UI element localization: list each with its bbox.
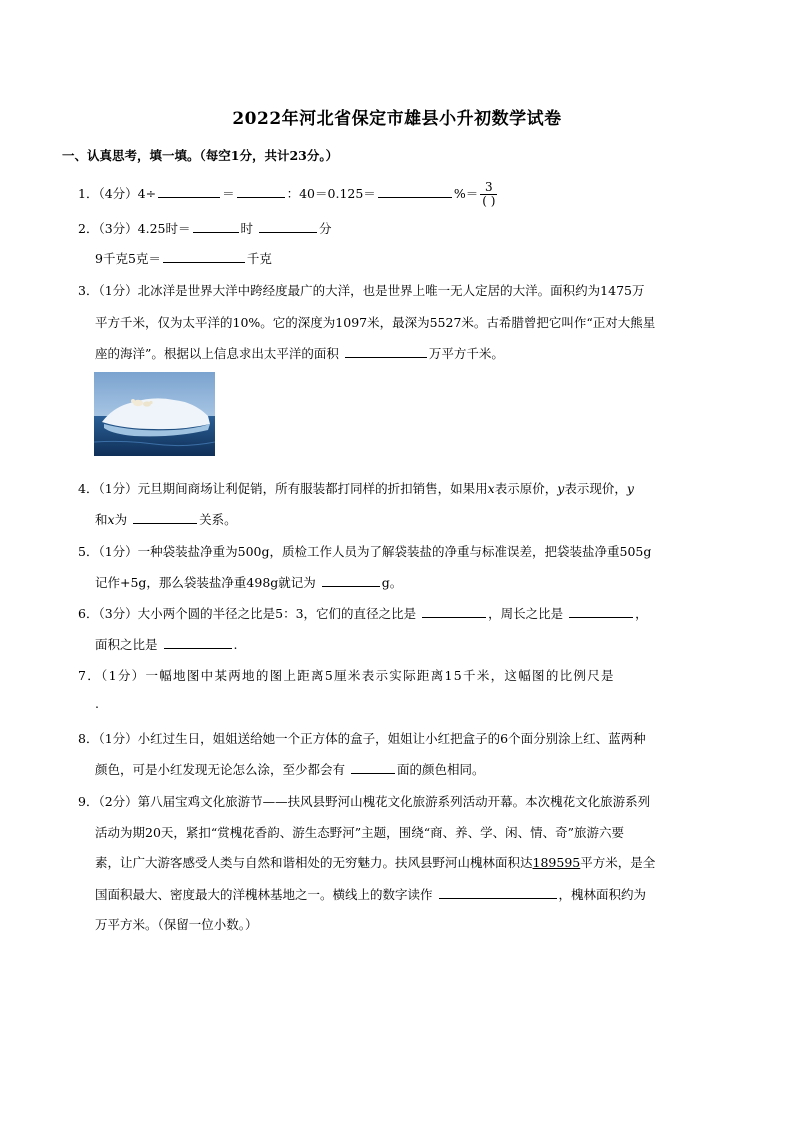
question-8-line-2: 颜色，可是小红发现无论怎么涂，至少都会有 面的颜色相同。 <box>95 762 485 777</box>
answer-blank[interactable] <box>158 185 220 198</box>
question-4-line-2: 和x为 关系。 <box>95 512 237 527</box>
answer-blank[interactable] <box>259 220 317 233</box>
page-title: 2022年河北省保定市雄县小升初数学试卷 <box>232 109 562 129</box>
answer-blank[interactable] <box>163 250 245 263</box>
question-9-line-2: 活动为期20天，紧扣“赏槐花香韵、游生态野河”主题，围绕“商、养、学、闲、情、奇”旅游六要 <box>95 825 624 840</box>
answer-blank[interactable] <box>422 605 486 618</box>
question-5-line-2: 记作+5g，那么袋装盐净重498g就记为 g。 <box>95 575 403 590</box>
question-1: 1．（4分）4÷ ＝ ：40＝0.125＝ %＝ $\frac{3}{( )}$ <box>78 180 496 208</box>
answer-blank[interactable] <box>237 185 285 198</box>
question-4: 4．（1分）元旦期间商场让利促销，所有服装都打同样的折扣销售，如果用x表示原价，y表示现价，y <box>78 481 634 496</box>
answer-blank[interactable] <box>569 605 633 618</box>
question-2: 2．（3分）4.25时＝ 时 分 <box>78 221 332 236</box>
question-7: 7．（1分）一幅地图中某两地的图上距离5厘米表示实际距离15千米，这幅图的比例尺是 <box>78 668 615 683</box>
question-7-line-2: . <box>95 696 99 711</box>
section-heading: 一、认真思考，填一填。（每空1分，共计23分。） <box>62 148 339 163</box>
question-9-line-5: 万平方米。（保留一位小数。） <box>95 917 258 932</box>
question-3: 3．（1分）北冰洋是世界大洋中跨经度最广的大洋，也是世界上唯一无人定居的大洋。面积约为1475万 <box>78 283 645 298</box>
question-5: 5．（1分）一种袋装盐净重为500g，质检工作人员为了解袋装盐的净重与标准误差，把袋装盐净重505g <box>78 544 652 559</box>
answer-blank[interactable] <box>322 574 380 587</box>
question-3-line-3: 座的海洋”。根据以上信息求出太平洋的面积 万平方千米。 <box>95 346 504 361</box>
fraction: $\frac{3}{( )}$ <box>482 180 496 208</box>
question-6-line-2: 面积之比是 . <box>95 637 238 652</box>
answer-blank[interactable] <box>439 886 557 899</box>
answer-blank[interactable] <box>164 636 232 649</box>
answer-blank[interactable] <box>378 185 452 198</box>
underlined-number: 189595 <box>532 855 581 870</box>
answer-blank[interactable] <box>345 345 427 358</box>
answer-blank[interactable] <box>133 511 197 524</box>
answer-blank[interactable] <box>193 220 239 233</box>
polar-bear-iceberg-image <box>94 372 215 456</box>
question-9-line-4: 国面积最大、密度最大的洋槐林基地之一。横线上的数字读作 ，槐林面积约为 <box>95 887 647 902</box>
question-9: 9．（2分）第八届宝鸡文化旅游节——扶风县野河山槐花文化旅游系列活动开幕。本次槐花文化旅游系列 <box>78 794 651 809</box>
question-3-line-2: 平方千米，仅为太平洋的10%。它的深度为1097米，最深为5527米。古希腊曾把它叫作“正对大熊星 <box>95 315 656 330</box>
question-6: 6．（3分）大小两个圆的半径之比是5：3，它们的直径之比是 ，周长之比是 ， <box>78 606 648 621</box>
question-8: 8．（1分）小红过生日，姐姐送给她一个正方体的盒子，姐姐让小红把盒子的6个面分别涂上红、蓝两种 <box>78 731 646 746</box>
answer-blank[interactable] <box>351 761 395 774</box>
question-9-line-3: 素，让广大游客感受人类与自然和谐相处的无穷魅力。扶风县野河山槐林面积达189595平方米，是全 <box>95 855 656 870</box>
question-2-line-2: 9千克5克＝ 千克 <box>95 251 272 266</box>
